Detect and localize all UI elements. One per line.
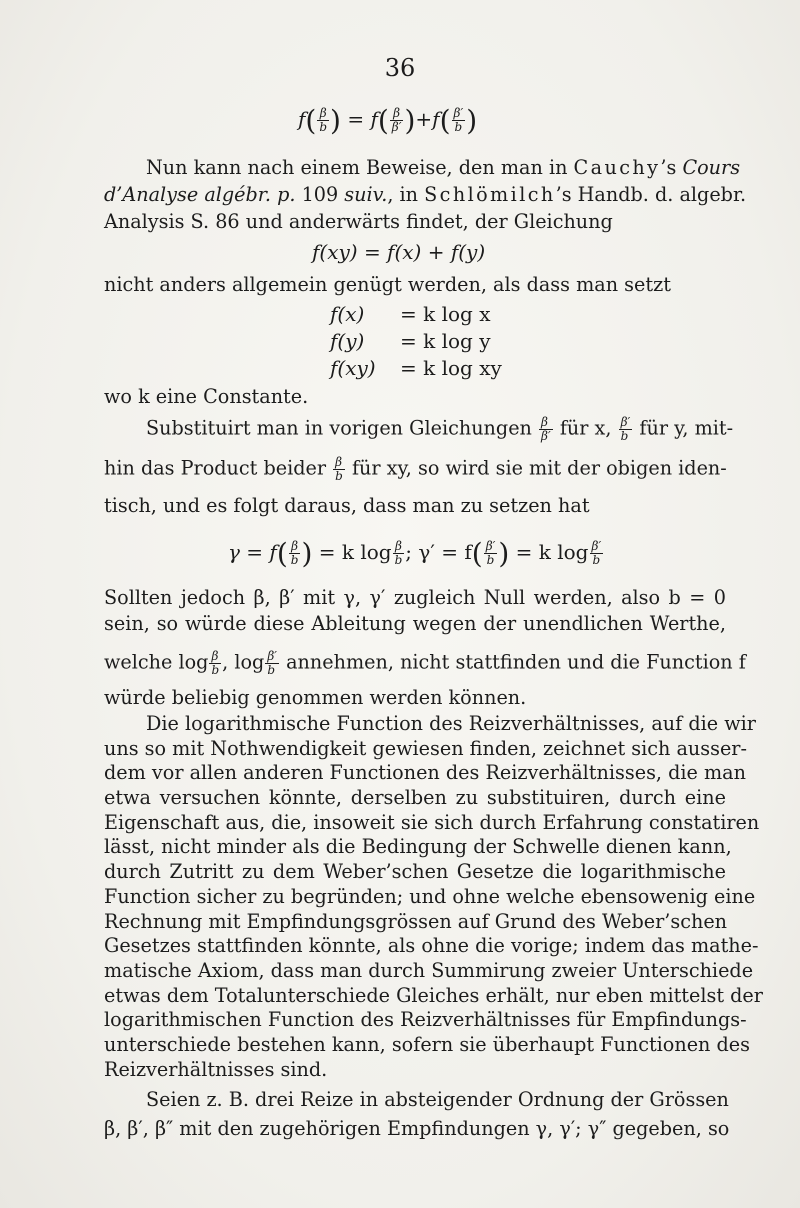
paragraph-line: tisch, und es folgt daraus, dass man zu setzen hat [104, 494, 590, 517]
paragraph-line: dem vor allen anderen Functionen des Reizverhältnisses, die man [104, 761, 746, 784]
paragraph-line: Function sicher zu begründen; und ohne welche ebensowenig eine [104, 885, 756, 908]
paragraph-line: unterschiede bestehen kann, sofern sie überhaupt Functionen des [104, 1033, 750, 1056]
equation-functional: f(xy) = f(x) + f(y) [312, 240, 486, 264]
paragraph-line: Reizverhältnisses sind. [104, 1058, 328, 1081]
paragraph-line: wo k eine Constante. [104, 385, 309, 408]
equation-row: f(x) = k log x [330, 302, 491, 326]
paragraph-line: Eigenschaft aus, die, insoweit sie sich durch Erfahrung constatiren [104, 811, 760, 834]
paragraph-line: welche log $\frac{\beta}{b}$ , log $\frac{\beta'}{b}$ annehmen, nicht stattfinden und die Function f [104, 649, 746, 677]
paragraph-line: sein, so würde diese Ableitung wegen der unendlichen Werthe, [104, 612, 726, 635]
paragraph-line: etwa versuchen könnte, derselben zu substituiren, durch eine [104, 786, 726, 809]
equation-gamma: γ = f( $\frac{\beta}{b}$ ) = k log $\frac{\beta}{b}$ ; γ′ = f( $\frac{\beta'}{b}$ ) = k log $\frac{\beta'}{b}$ [228, 537, 602, 570]
paragraph-line: Nun kann nach einem Beweise, den man in Cauchy’s Cours [146, 156, 741, 179]
equation-row: f(xy) = k log xy [330, 356, 502, 380]
fraction: $\frac{\beta}{b}$ [319, 106, 328, 134]
paragraph-line: nicht anders allgemein genügt werden, als dass man setzt [104, 273, 671, 296]
equation-top: f( $\frac{\beta}{b}$ ) = f( $\frac{\beta}{\beta'}$ )+f( $\frac{\beta'}{b}$ ) [298, 104, 478, 137]
paragraph-line: d’Analyse algébr. p. 109 suiv., in Schlömilch’s Handb. d. algebr. [104, 183, 747, 206]
paragraph-line: Analysis S. 86 und anderwärts findet, der Gleichung [104, 210, 613, 233]
paragraph-line: Substituirt man in vorigen Gleichungen $\frac{\beta}{\beta'}$ für x, $\frac{\beta'}{b}$ für y, mit- [146, 415, 734, 443]
fraction: $\frac{\beta}{\beta'}$ [391, 106, 402, 134]
paragraph-line: durch Zutritt zu dem Weber’schen Gesetze die logarithmische [104, 860, 726, 883]
page-number: 36 [384, 54, 416, 82]
fraction: $\frac{\beta'}{b}$ [453, 106, 464, 134]
paragraph-line: Sollten jedoch β, β′ mit γ, γ′ zugleich Null werden, also b = 0 [104, 586, 726, 609]
paragraph-line: β, β′, β″ mit den zugehörigen Empfindungen γ, γ′; γ″ gegeben, so [104, 1117, 730, 1140]
paragraph-line: würde beliebig genommen werden können. [104, 686, 527, 709]
paragraph-line: etwas dem Totalunterschiede Gleiches erhält, nur eben mittelst der [104, 984, 763, 1007]
paragraph-line: logarithmischen Function des Reizverhältnisses für Empfindungs- [104, 1008, 747, 1031]
paragraph-line: Gesetzes stattfinden könnte, als ohne die vorige; indem das mathe- [104, 934, 759, 957]
paragraph-line: Seien z. B. drei Reize in absteigender Ordnung der Grössen [146, 1088, 729, 1111]
paragraph-line: lässt, nicht minder als die Bedingung der Schwelle dienen kann, [104, 835, 732, 858]
paragraph-line: Rechnung mit Empfindungsgrössen auf Grund des Weber’schen [104, 910, 728, 933]
paragraph-line: hin das Product beider $\frac{\beta}{b}$ für xy, so wird sie mit der obigen iden- [104, 455, 727, 483]
equation-row: f(y) = k log y [330, 329, 491, 353]
paragraph-line: matische Axiom, dass man durch Summirung zweier Unterschiede [104, 959, 754, 982]
paragraph-line: uns so mit Nothwendigkeit gewiesen finden, zeichnet sich ausser- [104, 737, 747, 760]
paragraph-line: Die logarithmische Function des Reizverhältnisses, auf die wir [146, 712, 756, 735]
